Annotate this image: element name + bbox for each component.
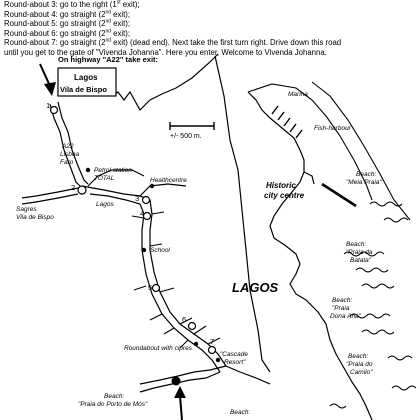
beach-bottom-1: Beach: (230, 409, 251, 416)
roundabout-4-label: 4 (140, 209, 145, 218)
cascade-label-1: "Cascade (220, 351, 248, 358)
roundabout-5-circle (153, 285, 160, 292)
roundabout-2-circle (78, 186, 86, 194)
beach-porto-mos-1: Beach: (104, 393, 125, 400)
harbour-pier (304, 172, 314, 184)
instruction-line: Round-about 3: go to the right (1st exit); (4, 0, 140, 9)
roundabout-2-label: 2 (71, 183, 76, 192)
school-dot (142, 248, 146, 252)
petrol-brand-label: TOTAL (94, 175, 115, 182)
beach-dona-ana-3: Dona Ana" (330, 313, 361, 320)
roundabout-7-circle (209, 347, 216, 354)
beach-batata-3: Batata" (350, 257, 372, 264)
lagos-road-label: Lagos (96, 201, 114, 208)
instruction-line: Round-about 6: go straight (2nd exit); (4, 28, 131, 38)
beach-porto-mos-2: "Praia do Porto de Mós" (78, 401, 148, 408)
roundabout-cipres-label: Roundabout with cipres (124, 345, 192, 352)
scale-label: +/- 500 m. (170, 133, 202, 140)
sagres-label: Sagres (16, 206, 37, 213)
historic-centre-label-1: Historic (266, 181, 296, 190)
instruction-line: until you get to the gate of "Vivenda Johanna". Here you enter, Welcome to Vivenda Johanna. (4, 47, 327, 57)
beach-batata-1: Beach: (346, 241, 367, 248)
beach-meia-praia-2: "Meia Praia" (346, 179, 382, 186)
highway-arrow (40, 64, 56, 96)
roundabout-6-label: 6 (182, 315, 187, 324)
healthcentre-label: Healthcentre (150, 177, 187, 184)
a22-lisboa-label: Lisboa (60, 151, 80, 158)
roundabouts (51, 107, 216, 354)
beach-batata-2: "Praia da (346, 249, 373, 256)
cipres-dot (194, 342, 198, 346)
river-bank-right (312, 82, 410, 220)
roundabout-1-label: 1 (46, 101, 51, 110)
historic-centre-label-2: city centre (264, 191, 305, 200)
beach-dona-ana-2: "Praia (332, 305, 350, 312)
a22-faro-label: Faro (60, 159, 74, 166)
roundabout-3-circle (143, 197, 150, 204)
roundabout-1-circle (51, 107, 58, 114)
a22-label: A22 (62, 143, 74, 150)
beach-camilo-2: "Praia do (346, 361, 373, 368)
marina-label: Marina (288, 91, 308, 98)
highway-exit-label: On highway "A22" take exit: (58, 55, 159, 64)
fish-harbour-label: Fish-harbour (314, 125, 351, 132)
beach-camilo-3: Camilo" (350, 369, 373, 376)
scale-bar (170, 122, 214, 140)
roundabout-4-circle (144, 213, 151, 220)
marina-jetties (272, 106, 302, 138)
exit-sign-line2: Vila de Bispo (60, 85, 107, 94)
school-label: School (150, 247, 170, 254)
side-roads (132, 212, 220, 348)
destination-arrow (174, 386, 186, 420)
cascade-label-2: Resort" (224, 359, 246, 366)
town-name: LAGOS (232, 280, 279, 295)
petrol-station-label: Petrol station (94, 167, 132, 174)
instruction-line: Round-about 4: go straight (2nd exit); (4, 9, 131, 19)
roundabout-7-label: 7 (210, 337, 215, 346)
vila-de-bispo-label: Vila de Bispo (16, 214, 54, 221)
beach-camilo-1: Beach: (348, 353, 369, 360)
instruction-line: Round-about 7: go straight (2nd exit) (dead end). Next take the first turn right. Drive down this road (4, 37, 342, 48)
roundabout-6-circle (189, 323, 196, 330)
instruction-line: Round-about 5: go straight (2nd exit); (4, 18, 131, 29)
healthcentre-dot (150, 184, 154, 188)
petrol-station-dot (86, 168, 90, 172)
cascade-dot (216, 358, 220, 362)
roundabout-5-label: 5 (148, 283, 153, 292)
roundabout-3-label: 3 (135, 194, 140, 203)
vivenda-dot (172, 377, 181, 386)
breakwater (322, 184, 356, 206)
beach-meia-praia-1: Beach: (356, 171, 377, 178)
beach-dona-ana-1: Beach: (332, 297, 353, 304)
exit-sign-line1: Lagos (74, 73, 98, 82)
